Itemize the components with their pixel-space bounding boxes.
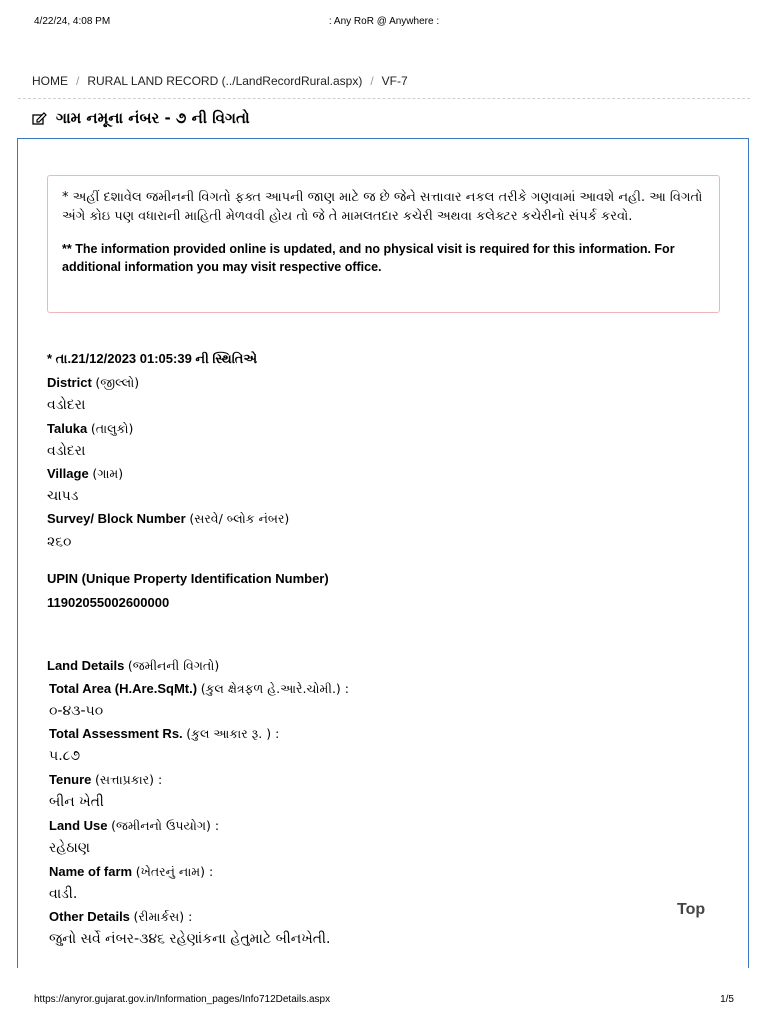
land-use-value: રહેઠાણ [49, 840, 90, 856]
tenure-value: બીન ખેતી [49, 794, 104, 810]
survey-number-value: ૨૬૦ [47, 534, 72, 550]
village-label: Village (ગામ) [47, 466, 124, 481]
breadcrumb-divider [18, 98, 750, 99]
survey-number-label: Survey/ Block Number (સરવે/ બ્લોક નંબર) [47, 511, 290, 526]
total-area-value: ૦-૪૩-૫૦ [49, 703, 104, 719]
breadcrumb-separator: / [370, 74, 374, 88]
land-use-label: Land Use (જમીનનો ઉપયોગ) : [49, 818, 220, 833]
disclaimer-notice [47, 175, 720, 313]
notice-gujarati-text: * અહીં દશાવેલ જમીનની વિગતો ફક્ત આપની જાણ માટે જ છે જેને સત્તાવાર નકલ તરીકે ગણવામાં આવશે નહી. આ વિગતો અંગે કોઇ પણ વધારાની માહિતી મેળવવી હોય તો જે તે મામલતદાર કચેરી અથવા કલેક્ટર કચેરીનો સંપર્ક કરવો. [62, 190, 703, 224]
breadcrumb-current: VF-7 [381, 74, 408, 88]
district-label: District (જીલ્લો) [47, 375, 140, 390]
print-datetime: 4/22/24, 4:08 PM [34, 16, 111, 27]
breadcrumb-rural-link[interactable]: RURAL LAND RECORD (../LandRecordRural.aspx) [87, 74, 363, 88]
page-title [32, 109, 250, 127]
upin-value: 11902055002600000 [47, 595, 170, 610]
taluka-value: વડોદરા [47, 443, 86, 459]
page-title-text: ગામ નમૂના નંબર - ૭ ની વિગતો [56, 109, 250, 127]
land-details-heading: Land Details (જમીનની વિગતો) [47, 658, 220, 673]
print-header [34, 16, 734, 30]
breadcrumb-home-link[interactable]: HOME [32, 74, 68, 88]
village-value: ચાપડ [47, 488, 79, 504]
other-details-value: જુનો સર્વે નંબર-૩૪૬ રહેણાંકના હેતુમાટે બીનખેતી. [49, 931, 331, 947]
edit-document-icon [32, 111, 48, 125]
total-assessment-value: ૫.૮૭ [49, 748, 81, 764]
page-url: https://anyror.gujarat.gov.in/Information_pages/Info712Details.aspx [34, 994, 331, 1005]
breadcrumb [32, 74, 408, 88]
other-details-label: Other Details (રીમાર્કસ) : [49, 909, 193, 924]
farm-name-label: Name of farm (ખેતરનું નામ) : [49, 864, 214, 879]
district-value: વડોદરા [47, 397, 86, 413]
total-area-label: Total Area (H.Are.SqMt.) (કુલ ક્ષેત્રફળ હે.આરે.ચોમી.) : [49, 681, 349, 696]
total-assessment-label: Total Assessment Rs. (કુલ આકાર રૂ. ) : [49, 726, 280, 741]
back-to-top-link[interactable]: Top [677, 901, 706, 918]
farm-name-value: વાડી. [49, 886, 78, 902]
page-number: 1/5 [720, 994, 734, 1005]
upin-label: UPIN (Unique Property Identification Number) [47, 571, 329, 586]
print-page-title: : Any RoR @ Anywhere : [328, 16, 440, 27]
taluka-label: Taluka (તાલુકો) [47, 421, 134, 436]
notice-english-text: ** The information provided online is updated, and no physical visit is required for this information. For additional information you may visit respective office. [62, 242, 675, 274]
tenure-label: Tenure (સત્તાપ્રકાર) : [49, 772, 163, 787]
status-timestamp: * તા.21/12/2023 01:05:39 ની સ્થિતિએ [47, 351, 258, 366]
breadcrumb-separator: / [76, 74, 80, 88]
